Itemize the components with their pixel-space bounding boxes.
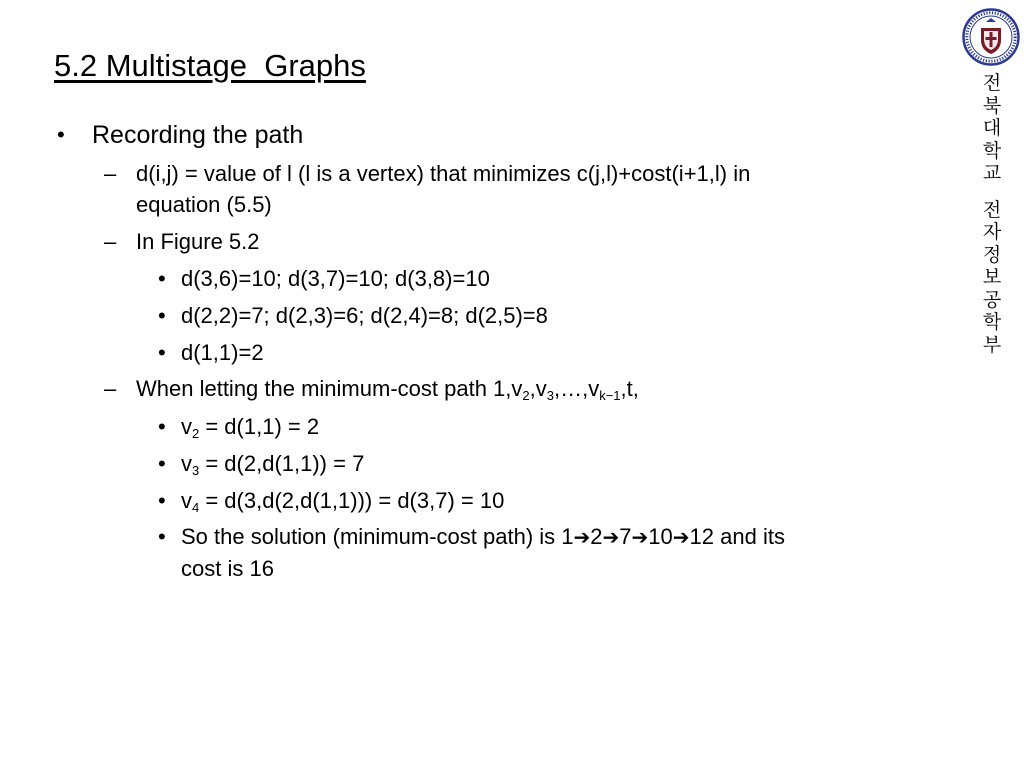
arrow-icon: ➔ [631, 525, 649, 549]
arrow-icon: ➔ [602, 525, 620, 549]
ellipsis: ,…, [553, 376, 589, 401]
subscript: 2 [522, 388, 530, 403]
v4-equation: $v_4 = d(3,d(2,d(1,1))) = d(3,7) = 10$ [181, 488, 505, 515]
subscript: 3 [546, 388, 554, 403]
dash-marker: – [104, 229, 117, 254]
arrow-icon: ➔ [573, 525, 591, 549]
d2-values: d(2,2)=7; d(2,3)=6; d(2,4)=8; d(2,5)=8 [181, 303, 548, 328]
v-letter: v [588, 376, 600, 401]
sub-bullet-marker: • [158, 266, 166, 291]
letting-suffix: ,t, [620, 376, 639, 401]
sub-bullet-marker: • [158, 451, 166, 476]
arrow-icon: ➔ [672, 525, 690, 549]
bullet-recording-path: Recording the path [92, 121, 304, 149]
in-figure-text: In Figure 5.2 [136, 229, 260, 254]
definition-line-2: equation (5.5) [136, 192, 272, 217]
comma: , [529, 376, 536, 401]
v2-equation: $v_2 = d(1,1) = 2$ [181, 414, 320, 441]
bullet-marker: • [57, 122, 65, 147]
v-letter: v [535, 376, 547, 401]
solution-line-1: So the solution (minimum-cost path) is 1➔2➔7➔10➔12 and its [181, 524, 785, 549]
sub-bullet-marker: • [158, 340, 166, 365]
sub-bullet-marker: • [158, 414, 166, 439]
dash-marker: – [104, 161, 117, 186]
solution-line-2: cost is 16 [181, 556, 274, 581]
d3-values: d(3,6)=10; d(3,7)=10; d(3,8)=10 [181, 266, 490, 291]
sub-bullet-marker: • [158, 303, 166, 328]
sub-bullet-marker: • [158, 524, 166, 549]
dash-marker: – [104, 376, 117, 401]
page-title: 5.2 Multistage Graphs [54, 48, 366, 83]
d1-value: d(1,1)=2 [181, 340, 264, 365]
university-logo [962, 8, 1020, 66]
definition-line-1: d(i,j) = value of l (l is a vertex) that minimizes c(j,l)+cost(i+1,l) in [136, 161, 751, 186]
department-vertical-label: 전 북 대 학 교 전 자 정 보 공 학 부 [982, 72, 1002, 356]
letting-prefix: When letting the minimum-cost path 1,v [136, 376, 523, 401]
v3-equation: $v_3 = d(2,d(1,1)) = 7$ [181, 451, 365, 478]
sub-bullet-marker: • [158, 488, 166, 513]
letting-path-text [136, 376, 639, 402]
subscript: k−1 [599, 388, 621, 403]
